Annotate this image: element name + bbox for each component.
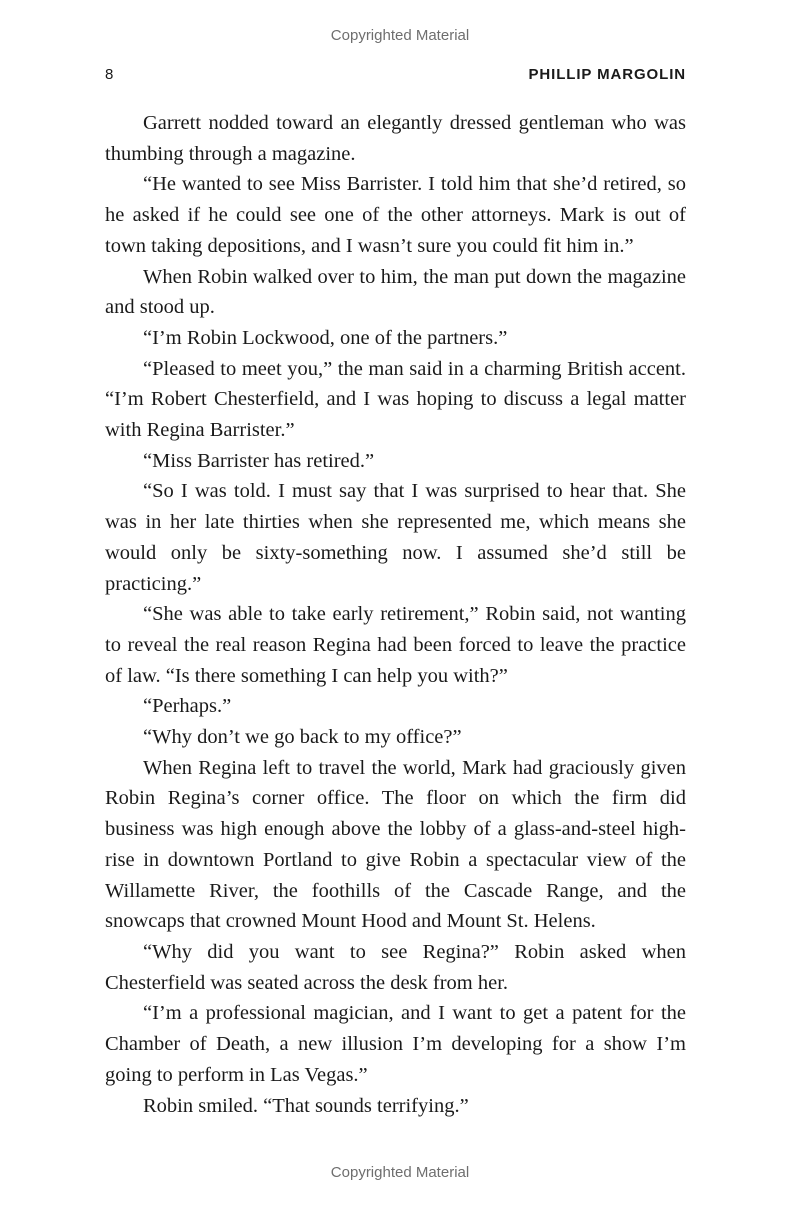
paragraph: “Pleased to meet you,” the man said in a charming British accent. “I’m Robert Chesterfield, and I was hoping to discuss a legal matter with Regina Barrister.” xyxy=(105,357,686,442)
running-head xyxy=(105,66,686,88)
paragraph: “Miss Barrister has retired.” xyxy=(143,449,375,472)
paragraph: When Robin walked over to him, the man put down the magazine and stood up. xyxy=(105,265,686,319)
paragraph: “Why did you want to see Regina?” Robin asked when Chesterfield was seated across the desk from her. xyxy=(105,940,686,994)
page-number: 8 xyxy=(105,66,114,83)
paragraph: “Perhaps.” xyxy=(143,695,232,718)
author-name: PHILLIP MARGOLIN xyxy=(528,66,686,83)
copyright-watermark-bottom: Copyrighted Material xyxy=(330,1164,470,1181)
body-text xyxy=(105,108,686,1121)
paragraph: When Regina left to travel the world, Mark had graciously given Robin Regina’s corner office. The floor on which the firm did business was high enough above the lobby of a glass-and-steel high-rise in downtown Portland to give Robin a spectacular view of the Willamette River, the foothills of the Cascade Range, and the snowcaps that crowned Mount Hood and Mount St. Helens. xyxy=(105,756,686,933)
paragraph: “Why don’t we go back to my office?” xyxy=(143,726,462,749)
paragraph: “I’m a professional magician, and I want to get a patent for the Chamber of Death, a new illusion I’m developing for a show I’m going to perform in Las Vegas.” xyxy=(105,1002,686,1086)
paragraph: Garrett nodded toward an elegantly dressed gentleman who was thumbing through a magazine. xyxy=(105,112,686,165)
paragraph: “He wanted to see Miss Barrister. I told him that she’d retired, so he asked if he could see one of the other attorneys. Mark is out of town taking depositions, and I wasn’t sure you could fit him in.” xyxy=(105,173,686,257)
paragraph: “She was able to take early retirement,” Robin said, not wanting to reveal the real reason Regina had been forced to leave the practice of law. “Is there something I can help you with?” xyxy=(105,603,686,687)
copyright-watermark-top: Copyrighted Material xyxy=(330,27,470,44)
paragraph: “I’m Robin Lockwood, one of the partners.” xyxy=(143,326,508,349)
paragraph: “So I was told. I must say that I was surprised to hear that. She was in her late thirties when she represented me, which means she would only be sixty-something now. I assumed she’d still be practicing.” xyxy=(105,480,686,595)
paragraph: Robin smiled. “That sounds terrifying.” xyxy=(143,1094,469,1117)
